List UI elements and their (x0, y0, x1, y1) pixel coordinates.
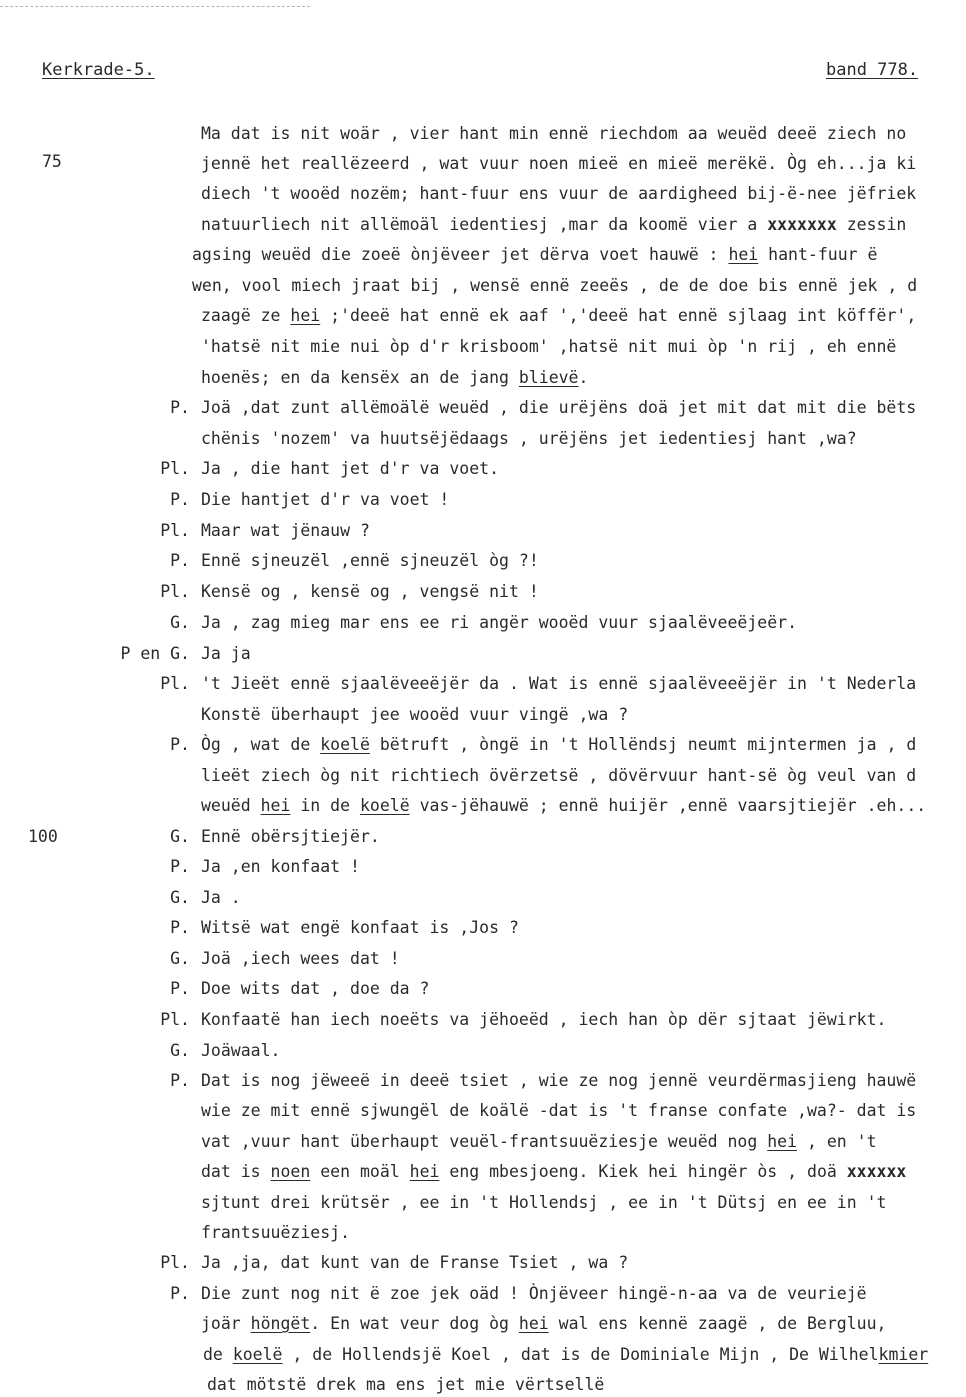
text-line: Ja ja (201, 644, 251, 663)
underlined-word: koelë (320, 735, 370, 754)
text-line (201, 1162, 906, 1182)
underlined-word: hei (728, 245, 759, 264)
text-segment: hant-fuur ë (758, 245, 878, 264)
underlined-word: hei (518, 1314, 549, 1333)
speaker-label: P. (170, 1284, 190, 1303)
text-line: jennë het reallëzeerd , wat vuur noen mieë en mieë merëkë. Òg eh...ja ki (201, 154, 917, 173)
header-band-number: band 778. (826, 60, 919, 80)
text-line (201, 735, 916, 755)
text-line (201, 796, 926, 816)
text-line: Joä ,iech wees dat ! (201, 949, 400, 968)
text-line: Ja , die hant jet d'r va voet. (201, 459, 500, 478)
scan-edge-line (0, 6, 310, 7)
text-segment: weuëd (201, 796, 261, 815)
speaker-label: Pl. (160, 459, 190, 478)
text-segment: zessin (836, 215, 907, 234)
text-segment: natuurliech nit allëmoäl iedentiesj ,mar da koomë vier a (201, 215, 768, 234)
underlined-word: noen (270, 1162, 311, 1181)
text-segment: eng mbesjoeng. Kiek hei hingër òs , doä (439, 1162, 847, 1181)
text-segment: bëtruft , òngë in 't Hollëndsj neumt mijntermen ja , d (369, 735, 917, 754)
text-line (201, 1132, 877, 1152)
speaker-label: P. (170, 979, 190, 998)
speaker-label: Pl. (160, 1253, 190, 1272)
text-line: Kensë og , kensë og , vengsë nit ! (201, 582, 539, 601)
text-line: Die zunt nog nit ë zoe jek oäd ! Ònjëveer hingë-n-aa va de veuriejë (201, 1284, 867, 1303)
text-segment: . En wat veur dog òg (310, 1314, 519, 1333)
speaker-label: P en G. (120, 644, 190, 663)
text-line: Doe wits dat , doe da ? (201, 979, 430, 998)
text-line: frantsuuëziesj. (201, 1223, 351, 1242)
text-segment: , en 't (797, 1132, 877, 1151)
text-line (192, 245, 877, 265)
text-line: wen, vool miech jraat bij , wensë ennë zeeës , de de doe bis ennë jek , d (192, 276, 918, 295)
text-segment: agsing weuëd die zoeë ònjëveer jet dërva voet hauwë : (192, 245, 729, 264)
text-line: Ja ,ja, dat kunt van de Franse Tsiet , wa ? (201, 1253, 629, 1272)
text-line: Ja ,en konfaat ! (201, 857, 360, 876)
text-line (203, 1345, 928, 1365)
underlined-word: blievë (518, 368, 579, 387)
speaker-label: G. (170, 1041, 190, 1060)
text-line: Ja , zag mieg mar ens ee ri angër wooëd vuur sjaalëveeëjeër. (201, 613, 798, 632)
speaker-label: G. (170, 613, 190, 632)
speaker-label: P. (170, 551, 190, 570)
text-line: Ja . (201, 888, 241, 907)
text-line: Joä ,dat zunt allëmoälë weuëd , die urëjëns doä jet mit dat mit die bëts (201, 398, 917, 417)
text-line: chënis 'nozem' va huutsëjëdaags , urëjëns jet iedentiesj hant ,wa? (201, 429, 857, 448)
speaker-label: G. (170, 888, 190, 907)
text-segment: , de Hollendsjë Koel , dat is de Dominiale Mijn , De Wilhel (282, 1345, 879, 1364)
speaker-label: G. (170, 827, 190, 846)
speaker-label: P. (170, 398, 190, 417)
text-line: 'hatsë nit mie nui òp d'r krisboom' ,hatsë nit mui òp 'n rij , eh ennë (201, 337, 897, 356)
text-line: Ennë obërsjtiejër. (201, 827, 380, 846)
text-segment: een moäl (310, 1162, 410, 1181)
text-line: Joäwaal. (201, 1041, 281, 1060)
text-segment: dat is (201, 1162, 271, 1181)
text-line: Dat is nog jëweeë in deeë tsiet , wie ze nog jennë veurdërmasjieng hauwë (201, 1071, 917, 1090)
text-segment: Òg , wat de (201, 735, 321, 754)
text-line: diech 't wooëd nozëm; hant-fuur ens vuur de aardigheed bij-ë-nee jëfriek (201, 184, 917, 203)
speaker-label: P. (170, 735, 190, 754)
text-segment: hoenës; en da kensëx an de jang (201, 368, 519, 387)
text-line (201, 1314, 886, 1334)
underlined-word: höngët (250, 1314, 311, 1333)
speaker-label: P. (170, 857, 190, 876)
underlined-word: hei (409, 1162, 440, 1181)
underlined-word: kmier (878, 1345, 929, 1364)
text-segment: vat ,vuur hant überhaupt veuël-frantsuuëziesje weuëd nog (201, 1132, 768, 1151)
struck-out-word: xxxxxx (846, 1162, 907, 1181)
line-number-100: 100 (28, 827, 58, 846)
text-line: lieët ziech òg nit richtiech övërzetsë , dövërvuur hant-së òg veul van d (201, 766, 917, 785)
text-line: Witsë wat engë konfaat is ,Jos ? (201, 918, 519, 937)
text-line: 't Jieët ennë sjaalëveeëjër da . Wat is ennë sjaalëveeëjër in 't Nederla (201, 674, 917, 693)
text-line (201, 306, 916, 326)
text-line: wie ze mit ennë sjwungël de koälë -dat is 't franse confate ,wa?- dat is (201, 1101, 917, 1120)
underlined-word: hei (767, 1132, 798, 1151)
text-line (201, 215, 906, 235)
text-segment: . (578, 368, 589, 387)
text-line: Ennë sjneuzël ,ennë sjneuzël òg ?! (201, 551, 539, 570)
speaker-label: G. (170, 949, 190, 968)
text-line: dat mötstë drek ma ens jet mie vërtsellë (207, 1375, 605, 1394)
speaker-label: Pl. (160, 1010, 190, 1029)
text-segment: in de (290, 796, 360, 815)
line-number-75: 75 (42, 152, 62, 171)
speaker-label: P. (170, 918, 190, 937)
speaker-label: Pl. (160, 674, 190, 693)
text-line: Ma dat is nit woär , vier hant min ennë riechdom aa weuëd deeë ziech no (201, 124, 907, 143)
underlined-word: hei (260, 796, 291, 815)
speaker-label: Pl. (160, 521, 190, 540)
struck-out-word: xxxxxxx (767, 215, 837, 234)
text-line: Konfaatë han iech noeëts va jëhoeëd , iech han òp dër sjtaat jëwirkt. (201, 1010, 887, 1029)
text-line (201, 368, 588, 388)
text-segment: de (203, 1345, 233, 1364)
text-segment: ;'deeë hat ennë ek aaf ','deeë hat ennë sjlaag int köffër', (320, 306, 917, 325)
underlined-word: koelë (232, 1345, 283, 1364)
text-line: sjtunt drei krütsër , ee in 't Hollendsj , ee in 't Dütsj en ee in 't (201, 1193, 887, 1212)
text-line: Maar wat jënauw ? (201, 521, 370, 540)
text-segment: vas-jëhauwë ; ennë huijër ,ennë vaarsjtiejër .eh... (409, 796, 927, 815)
underlined-word: hei (290, 306, 321, 325)
speaker-label: Pl. (160, 582, 190, 601)
header-location: Kerkrade-5. (42, 60, 155, 80)
speaker-label: P. (170, 1071, 190, 1090)
text-line: Konstë überhaupt jee wooëd vuur vingë ,wa ? (201, 705, 629, 724)
text-line: Die hantjet d'r va voet ! (201, 490, 450, 509)
text-segment: wal ens kennë zaagë , de Bergluu, (548, 1314, 887, 1333)
underlined-word: koelë (359, 796, 410, 815)
text-segment: zaagë ze (201, 306, 291, 325)
speaker-label: P. (170, 490, 190, 509)
text-segment: joär (201, 1314, 251, 1333)
